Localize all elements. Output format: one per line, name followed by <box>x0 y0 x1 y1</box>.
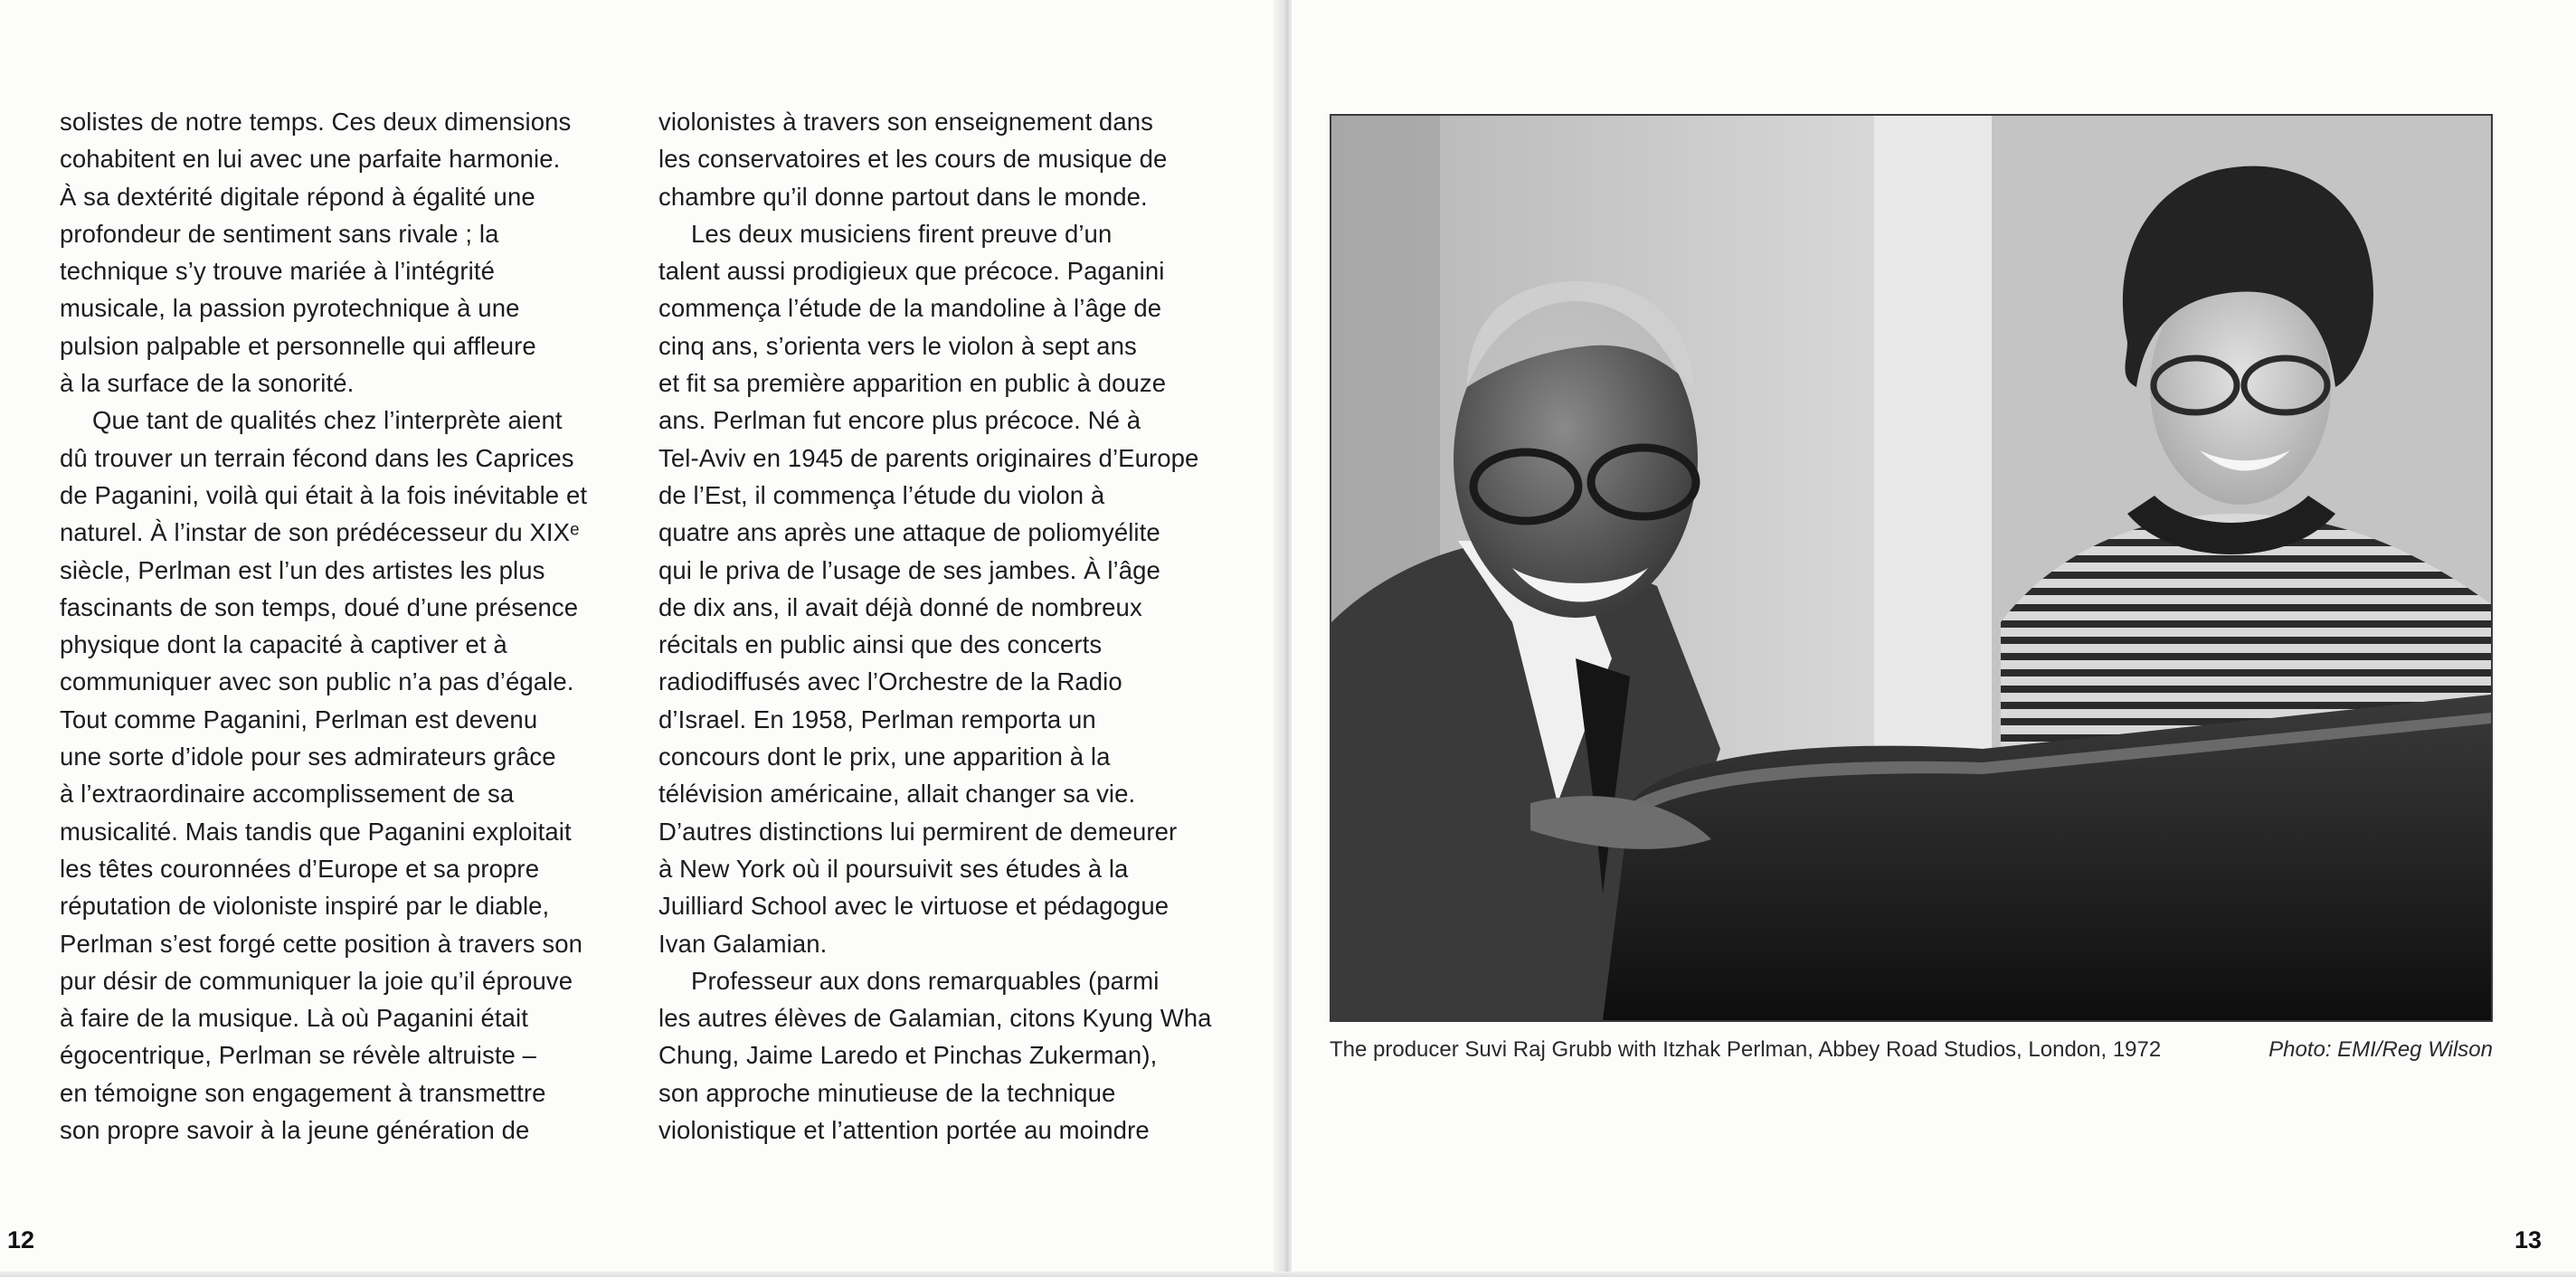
text-line: Juilliard School avec le virtuose et pédagogue <box>658 892 1170 921</box>
text-line: Que tant de qualités chez l’interprète aient <box>92 406 563 435</box>
text-line: communiquer avec son public n’a pas d’égale. <box>60 667 574 696</box>
text-line: d’Israel. En 1958, Perlman remporta un <box>658 705 1096 733</box>
text-line: profondeur de sentiment sans rivale ; la <box>60 219 499 248</box>
text-line: de l’Est, il commença l’étude du violon à <box>658 480 1105 509</box>
text-line: de dix ans, il avait déjà donné de nombreux <box>658 592 1142 621</box>
text-line: pur désir de communiquer la joie qu’il éprouve <box>60 966 573 995</box>
text-line: violonistique et l’attention portée au moindre <box>658 1116 1150 1145</box>
text-line: les autres élèves de Galamian, citons Kyung Wha <box>658 1004 1212 1033</box>
text-line: son approche minutieuse de la technique <box>658 1078 1116 1107</box>
text-line: Les deux musiciens firent preuve d’un <box>691 219 1113 248</box>
page-number-right: 13 <box>2514 1226 2543 1253</box>
text-column-2 <box>658 103 1228 1149</box>
text-line: en témoigne son engagement à transmettre <box>60 1078 546 1107</box>
text-line: quatre ans après une attaque de poliomyélite <box>658 518 1160 547</box>
text-line: son propre savoir à la jeune génération de <box>60 1116 530 1145</box>
text-line: technique s’y trouve mariée à l’intégrité <box>60 257 496 286</box>
text-line: réputation de violoniste inspiré par le diable, <box>60 892 550 921</box>
text-line: les têtes couronnées d’Europe et sa propre <box>60 854 540 883</box>
text-line: solistes de notre temps. Ces deux dimensions <box>60 108 572 136</box>
text-line: siècle, Perlman est l’un des artistes les plus <box>60 555 545 584</box>
text-line: D’autres distinctions lui permirent de demeurer <box>658 817 1178 846</box>
text-line: physique dont la capacité à captiver et à <box>60 630 507 659</box>
text-line: égocentrique, Perlman se révèle altruiste – <box>60 1041 537 1070</box>
text-line: récitals en public ainsi que des concerts <box>658 630 1103 659</box>
text-column-1 <box>60 103 630 1149</box>
text-line: violonistes à travers son enseignement dans <box>658 108 1153 136</box>
text-line: à New York où il poursuivit ses études à la <box>658 854 1129 883</box>
text-line: musicalité. Mais tandis que Paganini exploitait <box>60 817 572 846</box>
text-line: à faire de la musique. Là où Paganini était <box>60 1004 528 1033</box>
caption-text: The producer Suvi Raj Grubb with Itzhak Perlman, Abbey Road Studios, London, 1972 <box>1330 1037 2162 1062</box>
text-line: une sorte d’idole pour ses admirateurs grâce <box>60 743 556 771</box>
text-line: chambre qu’il donne partout dans le monde. <box>658 182 1148 211</box>
left-page <box>0 0 1284 1277</box>
text-line: commença l’étude de la mandoline à l’âge de <box>658 294 1162 323</box>
text-line: naturel. À l’instar de son prédécesseur du XIXᵉ <box>60 518 580 547</box>
text-line: à la surface de la sonorité. <box>60 369 355 398</box>
text-line: Chung, Jaime Laredo et Pinchas Zukerman), <box>658 1041 1158 1070</box>
text-line: cinq ans, s’orienta vers le violon à sept ans <box>658 331 1137 360</box>
text-line: talent aussi prodigieux que précoce. Paganini <box>658 257 1165 286</box>
text-line: et fit sa première apparition en public à douze <box>658 369 1167 398</box>
text-line: dû trouver un terrain fécond dans les Caprices <box>60 443 574 472</box>
text-line: concours dont le prix, une apparition à la <box>658 743 1111 771</box>
text-line: À sa dextérité digitale répond à égalité une <box>60 182 535 211</box>
text-line: fascinants de son temps, doué d’une présence <box>60 592 579 621</box>
photo-credit: Photo: EMI/Reg Wilson <box>2268 1037 2493 1062</box>
photo-caption <box>1330 1037 2493 1063</box>
page-bottom-edge <box>0 1272 2576 1277</box>
text-line: cohabitent en lui avec une parfaite harmonie. <box>60 145 561 174</box>
text-line: Tel-Aviv en 1945 de parents originaires d’Europe <box>658 443 1199 472</box>
text-line: de Paganini, voilà qui était à la fois inévitable et <box>60 480 588 509</box>
text-line: à l’extraordinaire accomplissement de sa <box>60 780 515 809</box>
text-line: ans. Perlman fut encore plus précoce. Né à <box>658 406 1141 435</box>
text-line: musicale, la passion pyrotechnique à une <box>60 294 520 323</box>
text-line: pulsion palpable et personnelle qui affleure <box>60 331 536 360</box>
text-line: Tout comme Paganini, Perlman est devenu <box>60 705 538 733</box>
photo-grubb-perlman <box>1330 114 2493 1022</box>
text-line: Ivan Galamian. <box>658 929 828 958</box>
text-line: radiodiffusés avec l’Orchestre de la Radio <box>658 667 1122 696</box>
text-line: qui le priva de l’usage de ses jambes. À l’âge <box>658 555 1160 584</box>
text-line: Professeur aux dons remarquables (parmi <box>691 966 1160 995</box>
page-number-left: 12 <box>7 1226 35 1253</box>
text-line: télévision américaine, allait changer sa vie. <box>658 780 1136 809</box>
text-line: Perlman s’est forgé cette position à travers son <box>60 929 582 958</box>
text-line: les conservatoires et les cours de musique de <box>658 145 1168 174</box>
